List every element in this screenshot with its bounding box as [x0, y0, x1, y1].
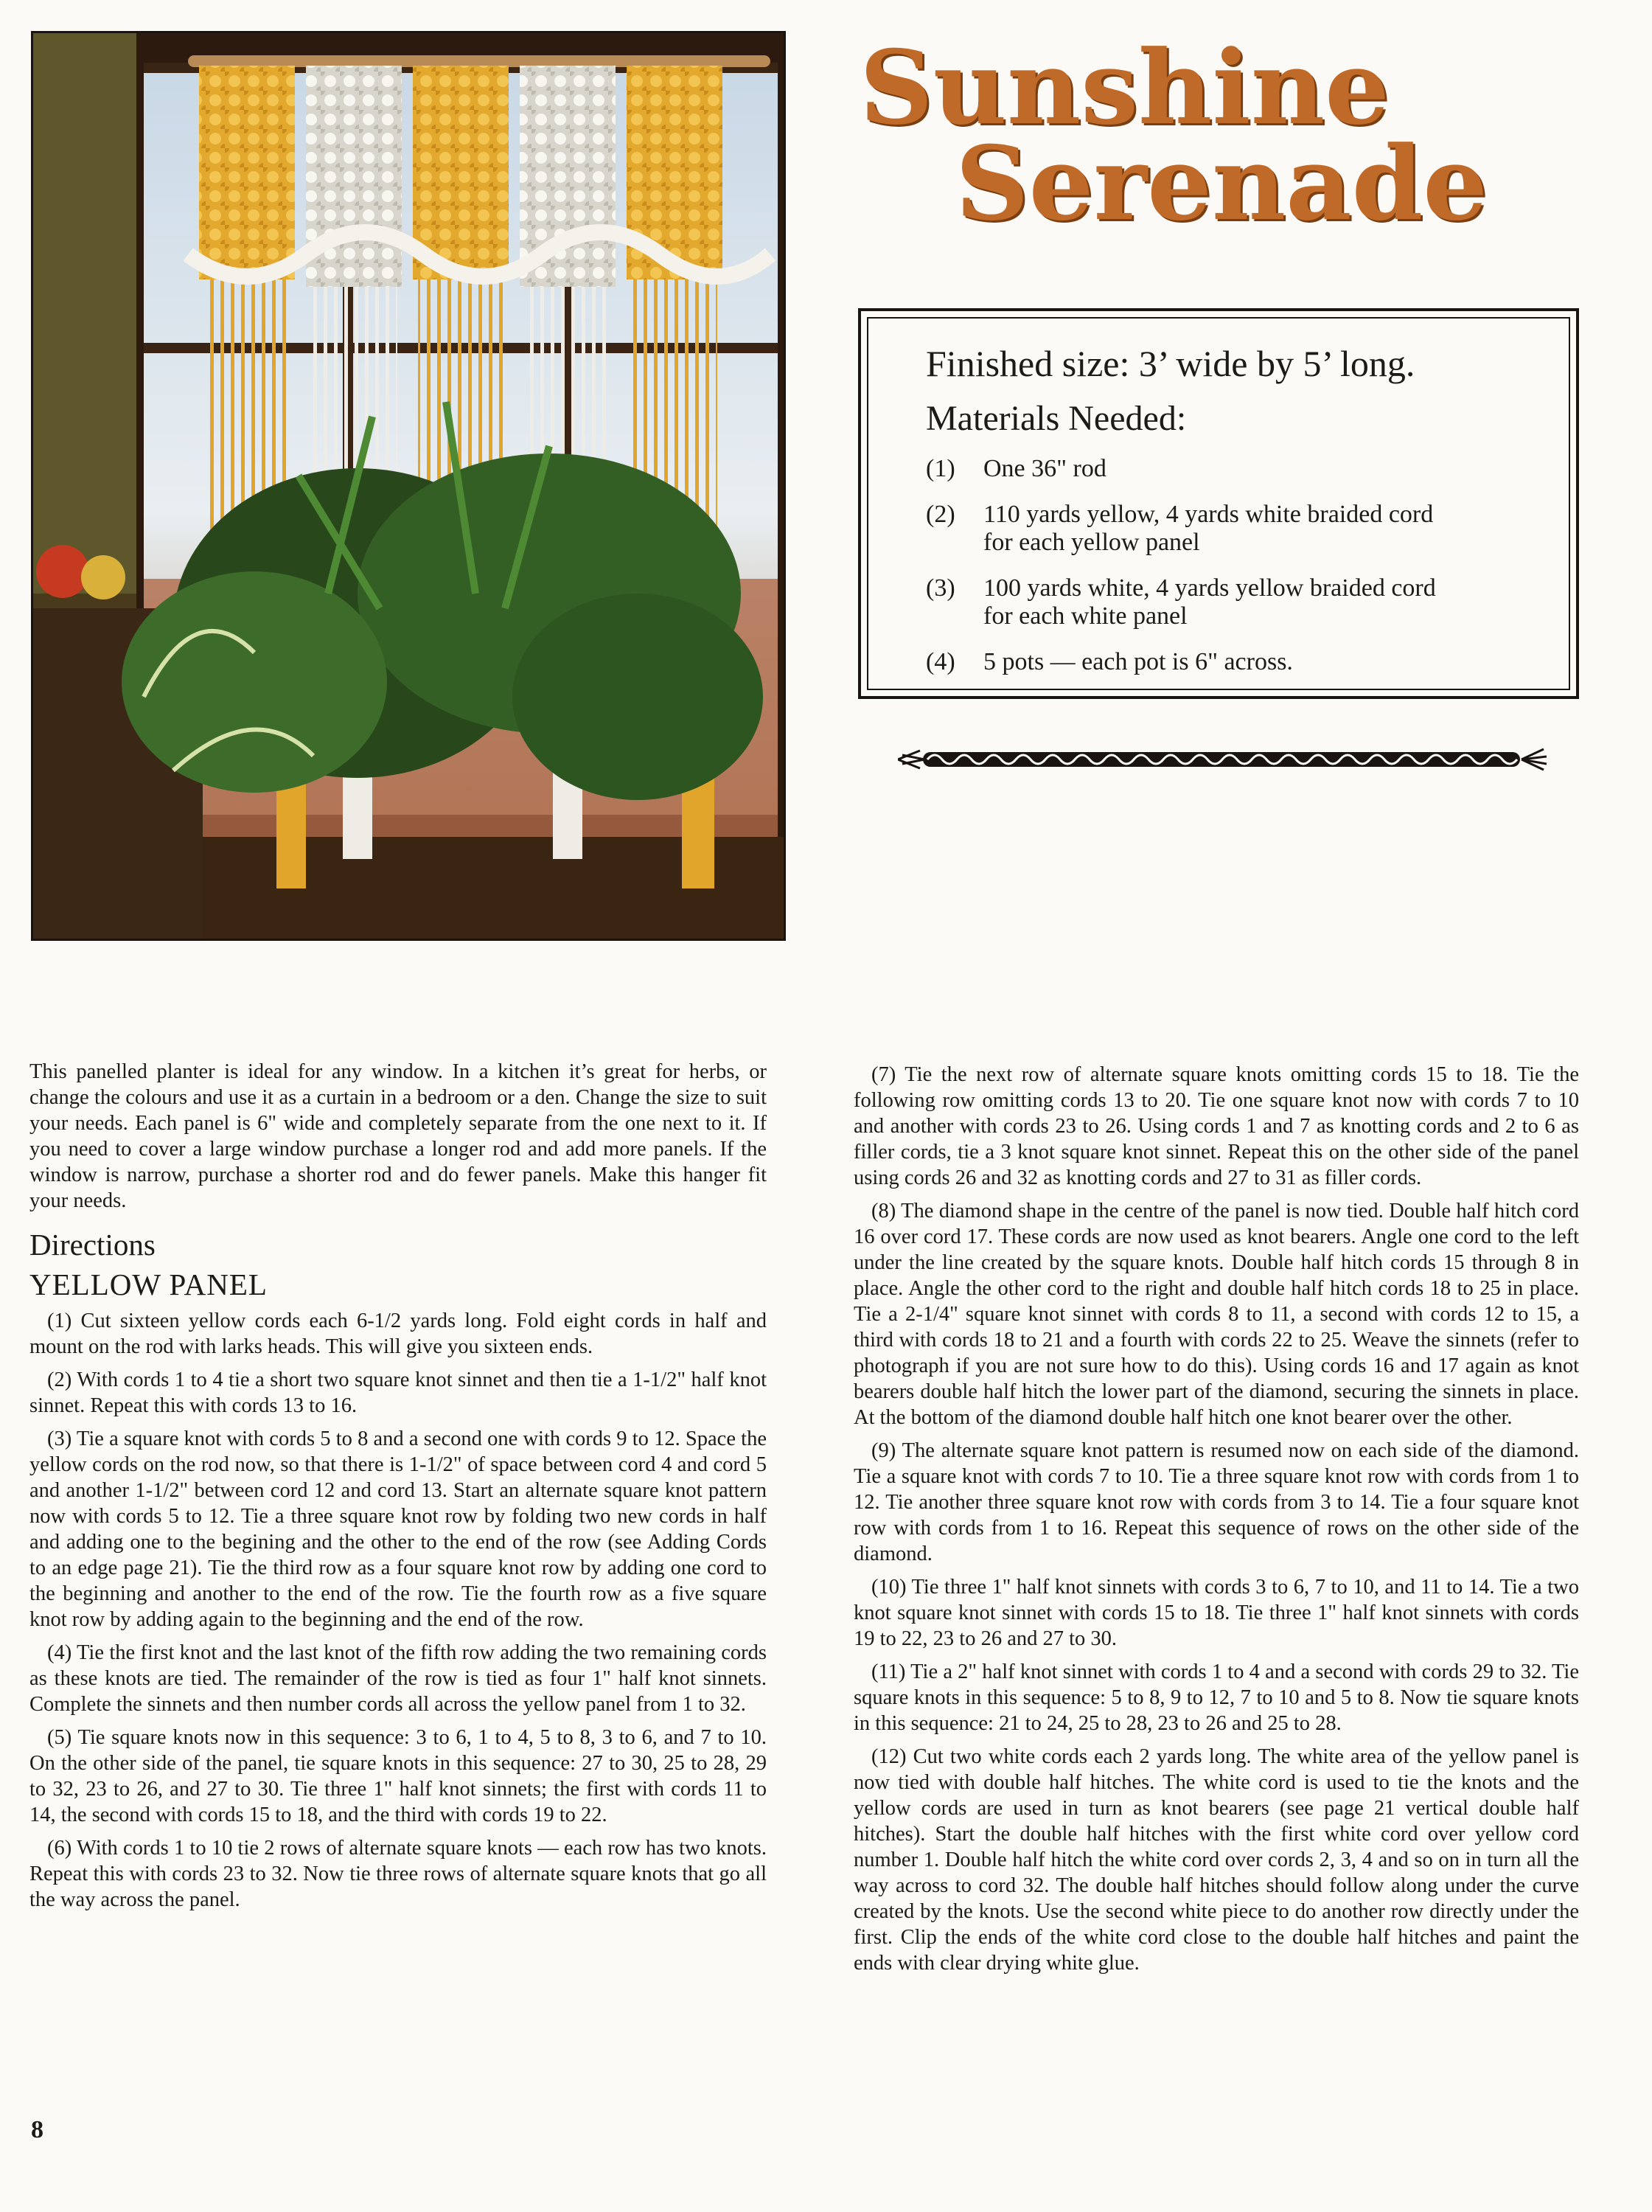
step-4: (4) Tie the first knot and the last knot of the fifth row adding the two remaining cords as these knots are tied. The remainder of the row is tied as four 1" half knot sinnets. Complete the sinnets and then number cords all across the yellow panel from 1 to 32. [29, 1641, 767, 1716]
directions-heading: Directions [29, 1228, 156, 1262]
materials-item [926, 648, 1569, 676]
materials-item [926, 501, 1569, 557]
materials-item-text: 110 yards yellow, 4 yards white braided cord for each yellow panel [983, 501, 1434, 556]
page-number: 8 [31, 2116, 43, 2143]
page-title [855, 22, 1622, 243]
step-8: (8) The diamond shape in the centre of the panel is now tied. Double half hitch cord 16 over cord 17. These cords are now used as knot bearers. Angle one cord to the left under the line created by the square knots. Double half hitch cords 15 through 8 in place. Angle the other cord to the right and double half hitch cords 18 to 25 in place. Tie a 2-1/4" square knot sinnet with cords 8 to 11, a second with cords 12 to 15, a third with cords 18 to 21 and a fourth with cords 22 to 25. Weave the sinnets (refer to photograph if you are not sure how to do this). Using cords 16 and 17 again as knot bearers double half hitch the lower part of the diamond, securing the sinnets in place. At the bottom of the diamond double half hitch one knot bearer over the other. [854, 1200, 1579, 1429]
step-12: (12) Cut two white cords each 2 yards long. The white area of the yellow panel is now tied with double half hitches. The white cord is used to tie the knots and the yellow cords are used in turn as knot bearers (see page 21 vertical double half hitches). Start the double half hitches with the first white cord over yellow cord number 1. Double half hitch the white cord over cords 2, 3, 4 and so on in turn all the way across to cord 32. The double half hitches should follow along under the curve created by the knots. Use the second white piece to do another row directly under the first. Clip the ends of the white cord close to the double half hitches and paint the ends with clear drying white glue. [854, 1745, 1579, 1975]
step-9: (9) The alternate square knot pattern is resumed now on each side of the diamond. Tie a square knot with cords 7 to 10. Tie a three square knot row with cords from 1 to 12. Tie another three square knot row with cords from 3 to 14. Tie a four square knot row with cords from 1 to 16. Repeat this sequence of rows on the other side of the diamond. [854, 1439, 1579, 1565]
materials-item-text: 5 pots — each pot is 6" across. [983, 648, 1293, 675]
step-10: (10) Tie three 1" half knot sinnets with cords 3 to 6, 7 to 10, and 11 to 14. Tie a two knot square knot sinnet with cords 15 to 18. Tie three 1" half knot sinnets with cords 19 to 22, 23 to 26 and 27 to 30. [854, 1576, 1579, 1650]
step-11: (11) Tie a 2" half knot sinnet with cords 1 to 4 and a second with cords 29 to 32. Tie square knots in this sequence: 5 to 8, 9 to 12, 7 to 10 and 5 to 8. Now tie square knots in this sequence: 21 to 24, 25 to 28, 23 to 26 and 25 to 28. [854, 1660, 1579, 1735]
text-column-left [29, 1059, 767, 1920]
step-6: (6) With cords 1 to 10 tie 2 rows of alternate square knots — each row has two knots. Repeat this with cords 23 to 32. Now tie three rows of alternate square knots that go all the way across the panel. [29, 1837, 767, 1911]
title-line-2: Serenade [955, 123, 1488, 243]
step-5: (5) Tie square knots now in this sequence: 3 to 6, 1 to 4, 5 to 8, 3 to 6, and 7 to 10. On the other side of the panel, tie square knots in this sequence: 27 to 30, 25 to 28, 29 to 32, 23 to 26, and 27 to 30. Tie three 1" half knot sinnets; the first with cords 11 to 14, the second with cords 15 to 18, and the third with cords 19 to 22. [29, 1726, 767, 1826]
materials-item-number: (3) [926, 574, 955, 602]
materials-item [926, 574, 1569, 630]
step-3: (3) Tie a square knot with cords 5 to 8 and a second one with cords 9 to 12. Space the yellow cords on the rod now, so that there is 1-1/2" of space between cord 4 and cord 5 and another 1-1/2" between cord 12 and cord 13. Start an alternate square knot pattern now with cords 5 to 12. Tie a three square knot row by folding two new cords in half and adding one to the begining and the other to the end of the row (see Adding Cords to an edge page 21). Tie the third row as a four square knot row by adding one cord to the beginning and another to the end of the row. Tie the fourth row as a five square knot row by adding again to the beginning and the end of the row. [29, 1427, 767, 1631]
materials-box-inner [867, 317, 1570, 690]
step-1: (1) Cut sixteen yellow cords each 6-1/2 yards long. Fold eight cords in half and mount on the rod with larks heads. This will give you sixteen ends. [29, 1310, 767, 1358]
step-2: (2) With cords 1 to 4 tie a short two square knot sinnet and then tie a 1-1/2" half knot sinnet. Repeat this with cords 13 to 16. [29, 1368, 767, 1417]
materials-item-text: One 36" rod [983, 455, 1106, 482]
materials-item [926, 455, 1569, 483]
materials-heading: Materials Needed: [926, 399, 1187, 438]
yellow-panel-heading: YELLOW PANEL [29, 1267, 268, 1301]
text-column-right [854, 1062, 1579, 1983]
materials-item-number: (1) [926, 455, 955, 482]
macrame-planter-photo [31, 31, 786, 941]
materials-box [858, 308, 1579, 699]
materials-item-text: 100 yards white, 4 yards yellow braided cord for each white panel [983, 574, 1436, 630]
title-line-1: Sunshine [860, 27, 1390, 147]
step-7: (7) Tie the next row of alternate square knots omitting cords 15 to 18. Tie the following row omitting cords 13 to 20. Tie one square knot now with cords 7 to 10 and another with cords 23 to 26. Using cords 1 and 7 as knotting cords and 2 to 6 as filler cords, tie a 3 knot square knot sinnet. Repeat this on the other side of the panel using cords 26 and 32 as knotting cords and 27 to 31 as filler cords. [854, 1063, 1579, 1189]
photo-illustration [33, 33, 784, 939]
braided-cord-divider [898, 737, 1547, 782]
materials-item-number: (4) [926, 648, 955, 675]
finished-size: Finished size: 3’ wide by 5’ long. [926, 343, 1415, 384]
materials-item-number: (2) [926, 501, 955, 528]
intro-paragraph: This panelled planter is ideal for any window. In a kitchen it’s great for herbs, or change the colours and use it as a curtain in a bedroom or a den. Change the size to suit your needs. Each panel is 6" wide and completely separate from the one next to it. If you need to cover a large window purchase a longer rod and add more panels. If the window is narrow, purchase a shorter rod and do fewer panels. Make this hanger fit your needs. [29, 1060, 767, 1212]
